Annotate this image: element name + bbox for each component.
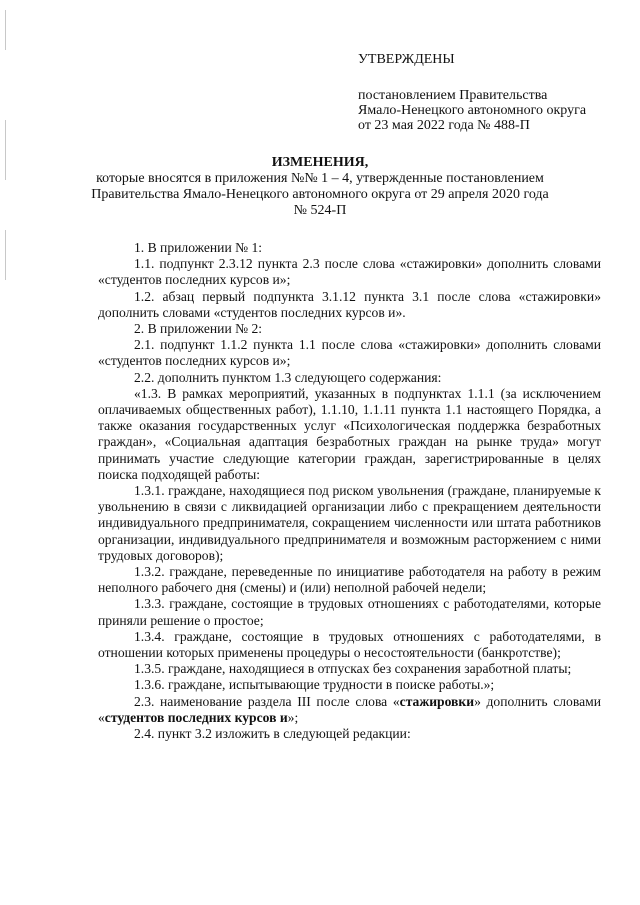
document-body — [98, 240, 601, 742]
paragraph-2-3-text: » дополнить словами « — [98, 693, 601, 725]
paragraph-2-1: 2.1. подпункт 1.1.2 пункта 1.1 после слова «стажировки» дополнить словами «студентов последних курсов и»; — [98, 337, 601, 369]
document-subtitle-line: № 524-П — [293, 203, 347, 218]
approval-line: постановлением Правительства — [358, 88, 548, 103]
paragraph-1-3-3: 1.3.3. граждане, состоящие в трудовых отношениях с работодателями, которые приняли решение о простое; — [98, 596, 601, 628]
approval-heading: УТВЕРЖДЕНЫ — [358, 52, 455, 67]
paragraph-1: 1. В приложении № 1: — [134, 240, 263, 255]
document-title-block — [80, 155, 560, 219]
paragraph-2-3 — [98, 694, 601, 726]
approval-line: Ямало-Ненецкого автономного округа — [358, 103, 587, 118]
paragraph-1-3-6: 1.3.6. граждане, испытывающие трудности в поиске работы.»; — [134, 677, 495, 693]
paragraph-2-3-text: 2.3. наименование раздела III после слова « — [134, 693, 400, 709]
paragraph-1-3-2: 1.3.2. граждане, переведенные по инициативе работодателя на работу в режим неполного рабочего дня (смены) и (или) неполной рабочей недели; — [98, 564, 601, 596]
paragraph-2-2: 2.2. дополнить пунктом 1.3 следующего содержания: — [134, 369, 442, 385]
document-subtitle-line: которые вносятся в приложения №№ 1 – 4, утвержденные постановлением — [96, 171, 544, 186]
paragraph-1-3-1: 1.3.1. граждане, находящиеся под риском увольнения (граждане, планируемые к увольнению в связи с ликвидацией организации либо с прекращением деятельности индивидуального предпринимателя, сокращением численности или штата работников организации, индивидуального предпринимателя и возможным расторжением с ними трудовых договоров); — [98, 483, 601, 563]
approval-line: от 23 мая 2022 года № 488-П — [358, 118, 530, 133]
paragraph-2: 2. В приложении № 2: — [134, 321, 263, 337]
document-subtitle-line: Правительства Ямало-Ненецкого автономного округа от 29 апреля 2020 года — [91, 187, 549, 202]
document-title: ИЗМЕНЕНИЯ, — [271, 155, 369, 170]
scan-margin-mark — [5, 230, 6, 280]
paragraph-1-1: 1.1. подпункт 2.3.12 пункта 2.3 после слова «стажировки» дополнить словами «студентов последних курсов и»; — [98, 256, 601, 288]
paragraph-2-4: 2.4. пункт 3.2 изложить в следующей редакции: — [134, 726, 411, 742]
paragraph-1-3: «1.3. В рамках мероприятий, указанных в подпунктах 1.1.1 (за исключением оплачиваемых общественных работ), 1.1.10, 1.1.11 пункта 1.1 настоящего Порядка, а также оказания государственных услуг «Психологическая поддержка безработных граждан», «Социальная адаптация безработных граждан на рынке труда» могут принимать участие следующие категории граждан, зарегистрированные в целях поиска подходящей работы: — [98, 385, 601, 482]
paragraph-2-3-text: »; — [287, 709, 299, 725]
approval-block — [358, 52, 618, 133]
paragraph-2-3-bold-word: стажировки — [399, 693, 475, 709]
scan-margin-mark — [5, 120, 6, 180]
paragraph-1-3-4: 1.3.4. граждане, состоящие в трудовых отношениях с работодателями, в отношении которых применены процедуры о несостоятельности (банкротстве); — [98, 628, 601, 661]
paragraph-1-3-5: 1.3.5. граждане, находящиеся в отпусках без сохранения заработной платы; — [134, 661, 572, 677]
paragraph-1-2: 1.2. абзац первый подпункта 3.1.12 пункта 3.1 после слова «стажировки» дополнить словами «студентов последних курсов и». — [98, 288, 601, 320]
scan-margin-mark — [5, 10, 6, 50]
paragraph-2-3-bold-phrase: студентов последних курсов и — [104, 709, 288, 725]
